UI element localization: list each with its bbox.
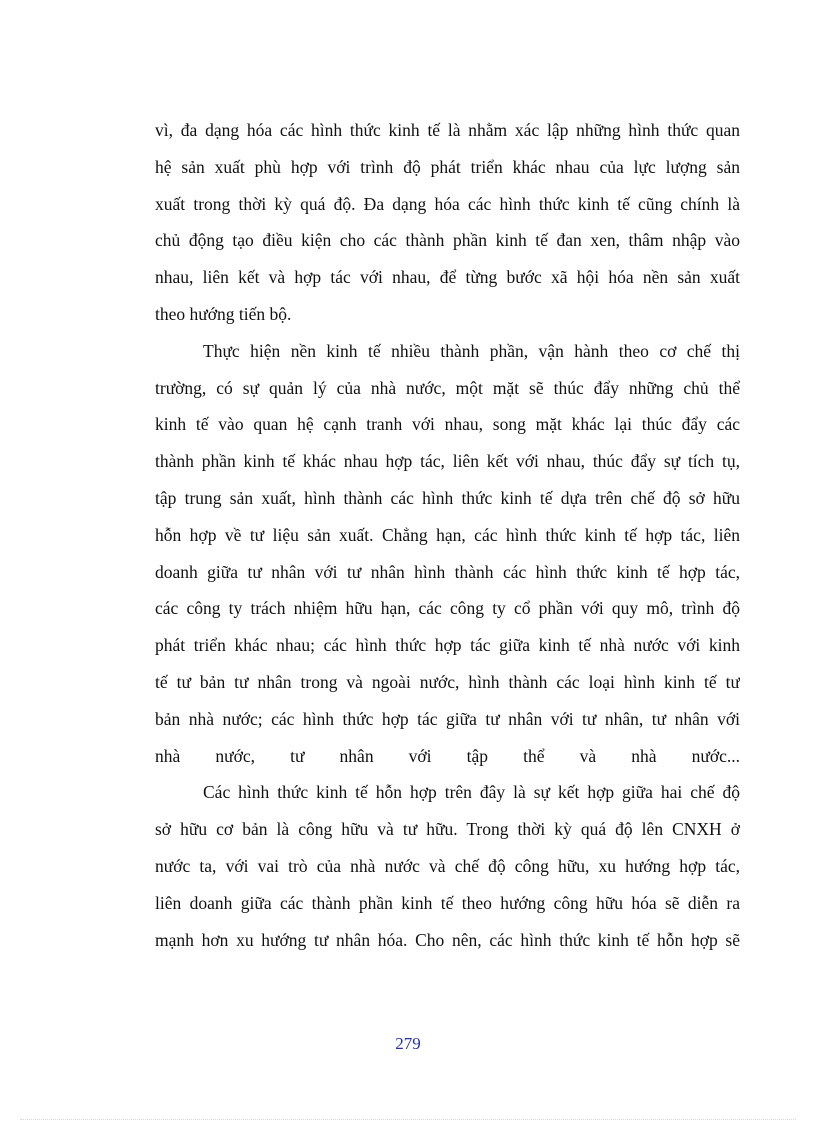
- text-line: chủ động tạo điều kiện cho các thành phần kinh tế đan xen, thâm nhập vào: [155, 230, 740, 251]
- text-line: theo hướng tiến bộ.: [155, 303, 292, 324]
- text-line: bản nhà nước; các hình thức hợp tác giữa tư nhân với tư nhân, tư nhân với: [155, 708, 740, 729]
- text-line: xuất trong thời kỳ quá độ. Đa dạng hóa các hình thức kinh tế cũng chính là: [155, 193, 740, 214]
- text-line: Thực hiện nền kinh tế nhiều thành phần, vận hành theo cơ chế thị: [203, 340, 740, 361]
- page-number: 279: [395, 1034, 421, 1053]
- text-line: tập trung sản xuất, hình thành các hình thức kinh tế dựa trên chế độ sở hữu: [155, 487, 740, 508]
- paragraph: [155, 333, 740, 775]
- body-text: [155, 112, 740, 958]
- text-line: tế tư bản tư nhân trong và ngoài nước, hình thành các loại hình kinh tế tư: [155, 671, 740, 692]
- text-line: hệ sản xuất phù hợp với trình độ phát triển khác nhau của lực lượng sản: [155, 156, 740, 177]
- text-line: liên doanh giữa các thành phần kinh tế theo hướng công hữu hóa sẽ diễn ra: [155, 892, 740, 913]
- text-line: các công ty trách nhiệm hữu hạn, các công ty cổ phần với quy mô, trình độ: [155, 598, 740, 619]
- text-line: doanh giữa tư nhân với tư nhân hình thành các hình thức kinh tế hợp tác,: [155, 561, 740, 582]
- text-line: thành phần kinh tế khác nhau hợp tác, liên kết với nhau, thúc đẩy sự tích tụ,: [155, 451, 740, 472]
- text-line: Các hình thức kinh tế hỗn hợp trên đây là sự kết hợp giữa hai chế độ: [203, 782, 740, 803]
- text-line: kinh tế vào quan hệ cạnh tranh với nhau, song mặt khác lại thúc đẩy các: [155, 414, 740, 435]
- text-line: hỗn hợp về tư liệu sản xuất. Chẳng hạn, các hình thức kinh tế hợp tác, liên: [155, 524, 740, 545]
- text-line: mạnh hơn xu hướng tư nhân hóa. Cho nên, các hình thức kinh tế hỗn hợp sẽ: [155, 929, 740, 950]
- text-line: trường, có sự quản lý của nhà nước, một mặt sẽ thúc đẩy những chủ thể: [155, 377, 740, 398]
- paragraph: [155, 774, 740, 958]
- text-line: sở hữu cơ bản là công hữu và tư hữu. Trong thời kỳ quá độ lên CNXH ở: [155, 819, 740, 840]
- text-line: nhà nước, tư nhân với tập thể và nhà nước...: [155, 745, 740, 766]
- text-line: nhau, liên kết và hợp tác với nhau, để từng bước xã hội hóa nền sản xuất: [155, 267, 740, 288]
- page-bottom-edge: [20, 1119, 796, 1120]
- text-line: vì, đa dạng hóa các hình thức kinh tế là nhằm xác lập những hình thức quan: [155, 120, 740, 140]
- paragraph: [155, 112, 740, 333]
- text-line: phát triển khác nhau; các hình thức hợp tác giữa kinh tế nhà nước với kinh: [155, 635, 740, 656]
- text-line: nước ta, với vai trò của nhà nước và chế độ công hữu, xu hướng hợp tác,: [155, 855, 740, 876]
